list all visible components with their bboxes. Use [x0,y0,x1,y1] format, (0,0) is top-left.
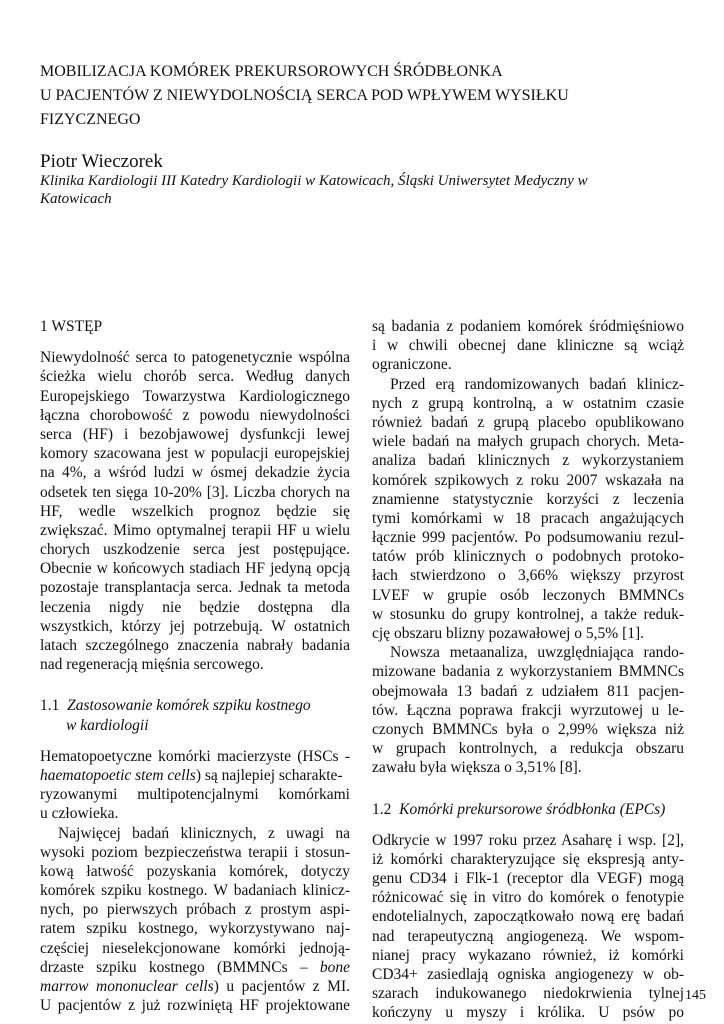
text-line: Niewydolność serca to patogenetycznie wspólna [40,349,350,367]
text-line: analiza badań klinicznych z wykorzystaniem [372,452,684,470]
title-line: FIZYCZNEGO [40,111,141,128]
text-line: są badania z podaniem komórek śródmięśniowo [372,318,684,335]
paragraph-epcs [372,831,684,1023]
text-line: wszystkich, którzy jej potrzebują. W ostatnich [40,617,350,635]
text-line: zawału była większa o 3,51% [8]. [372,759,582,777]
text-line: ograniczone. [372,356,452,374]
text-line: łączna chorobowość z powodu niewydolności [40,406,350,424]
text-line: łach stwierdzono o 3,66% większy przyrost [372,567,684,585]
text-line: kończyny u myszy i królika. U psów po [372,1004,684,1022]
text-line: nianej pracy wykazano również, iż komórki [372,946,684,964]
text-line: łącznie 999 pacjentów. Po podsumowaniu rezul- [372,529,684,547]
text-line: tów. Łączna poprawa frakcji wyrzutowej u le- [372,701,684,719]
section-heading-wstep: 1 WSTĘP [40,318,103,335]
text-line: szarach indukowanego niedokrwienia tylnej [372,985,684,1003]
text-line: wiele badań na małych grupach chorych. Meta- [372,433,684,451]
text-line: Odkrycie w 1997 roku przez Asaharę i wsp. [2], [372,831,684,849]
paragraph-meta-analysis-2007 [372,375,684,644]
intro-paragraph [40,348,350,674]
text-line: ryzowanymi multipotencjalnymi komórkami [40,786,350,804]
text-line: częściej nieselekcjonowane komórki jednoją- [40,939,350,957]
text-line: mizowane badania z wykorzystaniem BMMNCs [372,663,684,681]
text-line: w grupach kontrolnych, a redukcja obszaru [372,740,684,758]
subsection-heading-1-1 [40,696,350,734]
text-line: wysoki poziom bezpieczeństwa terapii i stosun- [40,843,350,861]
paragraph-continuation [372,317,684,375]
subsection-heading-1-2 [372,800,684,819]
text-line: i w chwili obecnej dane kliniczne są wciąż [372,337,684,355]
text-line: Obecnie w końcowych stadiach HF jedyną opcją [40,560,350,578]
text-line: Nowsza metaanaliza, uwzględniająca rando- [390,644,684,662]
text-line: znamienne statystycznie korzyści z leczenia [372,490,684,508]
text-line: w stosunku do grupy kontrolnej, a także reduk- [372,605,684,623]
text-line: tymi komórkami w 18 pracach angażujących [372,509,684,527]
affiliation-line: Katowicach [40,191,112,207]
text-line: pozostaje transplantacja serca. Jednak ta metoda [40,579,350,597]
paper-title [40,60,700,132]
text-line: HF, wedle wszelkich prognoz będzie się [40,502,350,520]
text-line: również badań z grupą placebo opublikowano [372,413,684,431]
text-line: Przed erą randomizowanych badań klinicz- [390,375,684,393]
text-line: obejmowała 13 badań z udziałem 811 pacjen- [372,682,684,700]
paragraph-newer-meta-analysis [372,643,684,777]
text-line: nad terapeutyczną angiogenezą. We wspom- [372,927,684,945]
text-line: Europejskiego Towarzystwa Kardiologicznego [40,387,350,405]
text-line: nych z grupą kontrolną, a w ostatnim czasie [372,394,684,412]
subsection-title-line [40,696,350,715]
text-line: komory szacowana jest w populacji europejskiej [40,445,350,463]
text-fragment: ) u pacjentów z MI. [213,978,351,995]
italic-term: marrow mononuclear cells [40,978,214,995]
text-line: czonych BMMNCs była o 2,99% większa niż [372,720,684,738]
text-line: odsetek ten sięga 10-20% [3]. Liczba chorych na [40,483,350,501]
author-name: Piotr Wieczorek [40,151,163,172]
title-line: U PACJENTÓW Z NIEWYDOLNOŚCIĄ SERCA POD WPŁYWEM WYSIŁKU [40,87,569,104]
text-line: serca (HF) i bezobjawowej dysfunkcji lewej [40,425,350,443]
text-line: na 4%, a wśród ludzi w ósmej dekadzie życia [40,464,350,482]
subsection-title: Komórki prekursorowe śródbłonka (EPCs) [399,800,666,818]
paragraph-bone-marrow [40,824,350,1016]
text-fragment: drzaste szpiku kostnego (BMMNCs – [40,958,308,976]
subsection-number: 1.1 [40,697,60,715]
text-fragment: ) są najlepiej scharakte- [195,766,343,784]
text-line: tatów prób klinicznych o podobnych protoko- [372,548,684,566]
text-line: komórek szpikowych z roku 2007 wskazała na [372,471,684,489]
text-line: Najwięcej badań klinicznych, z uwagi na [58,824,350,842]
text-line: u człowieka. [40,805,119,823]
text-line [40,958,350,977]
text-line: komórek szpiku kostnego. W badaniach klinicz- [40,882,350,900]
text-line: nad regeneracją mięśnia sercowego. [40,656,264,674]
title-line: MOBILIZACJA KOMÓREK PREKURSOROWYCH ŚRÓDBŁONKA [40,63,503,80]
text-line: ścieżka wielu chorób serca. Według danych [40,368,350,386]
text-line: różnicować się in vitro do komórek o fenotypie [372,889,684,907]
text-line: nych, po pierwszych próbach z prostym aspi- [40,901,350,919]
text-line: zwiększać. Mimo optymalnej terapii HF u wielu [40,521,350,539]
subsection-title-cont: w kardiologii [66,716,149,734]
italic-term: bone [319,958,351,976]
text-line: cję obszaru blizny pozawałowej o 5,5% [1]. [372,625,645,642]
text-line: LVEF w grupie osób leczonych BMMNCs [372,586,684,604]
text-line [40,977,350,996]
page-number: 145 [685,988,706,1003]
text-line: latach szczególnego znaczenia nabrały badania [40,637,350,654]
text-line: leczenia nigdy nie będzie dostępna dla [40,598,350,616]
subsection-number: 1.2 [372,800,392,818]
text-line: CD34+ zasiedlają ogniska angiogenezy w ob- [372,966,684,983]
text-line: Hematopoetyczne komórki macierzyste (HSCs - [40,747,350,765]
text-line: iż komórki charakteryzujące się ekspresją anty- [372,850,684,868]
paragraph-hscs [40,747,350,824]
affiliation-line: Klinika Kardiologii III Katedry Kardiologii w Katowicach, Śląski Uniwersytet Medyczny w [40,173,588,189]
text-line: ratem szpiku kostnego, wykorzystywano naj- [40,920,350,938]
text-line [40,766,350,785]
text-line: kową łatwość pozyskania komórek, dotyczy [40,862,350,880]
text-line: endotelialnych, zapoczątkowało nową erę badań [372,908,684,926]
subsection-title: Zastosowanie komórek szpiku kostnego [67,697,311,715]
text-line: U pacjentów z już rozwiniętą HF projektowane [40,997,350,1015]
right-column [372,317,684,1023]
left-column [40,317,350,1015]
text-line: genu CD34 i Flk-1 (receptor dla VEGF) mogą [372,870,684,888]
text-line: chorych uszkodzenie serca jest postępujące. [40,541,350,559]
italic-term: haematopoetic stem cells [40,766,196,784]
affiliation [40,172,688,208]
